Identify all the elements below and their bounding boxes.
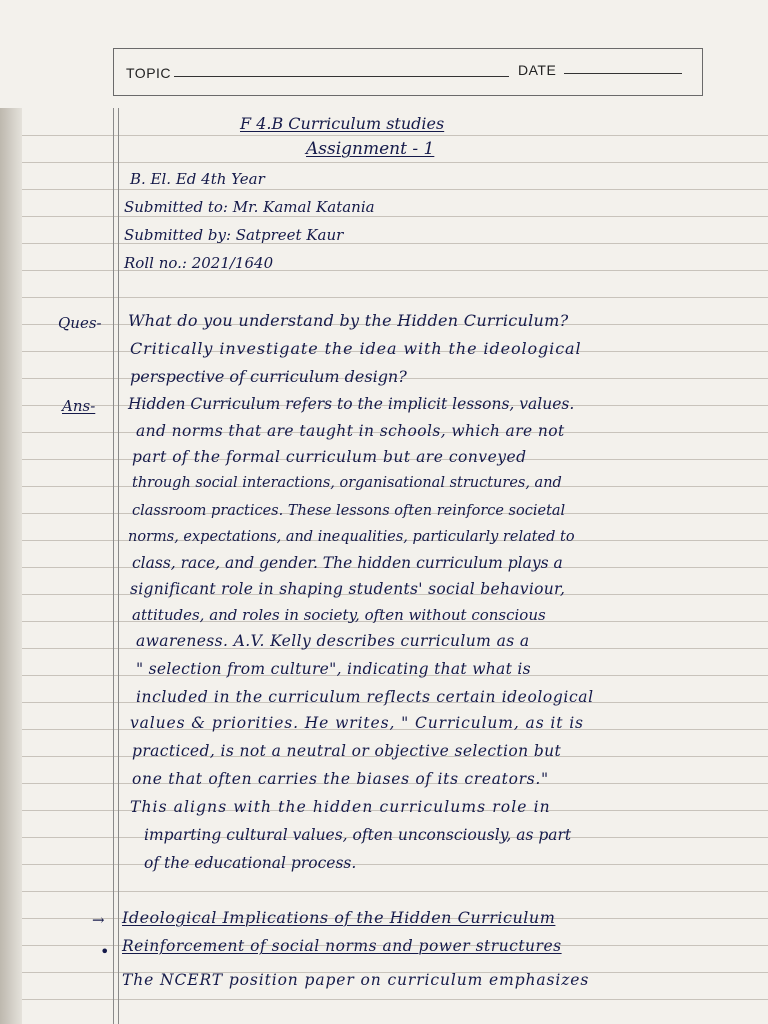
roll-no-line: Roll no.: 2021/1640 (124, 254, 274, 272)
answer-line-5: classroom practices. These lessons often reinforce societal (132, 503, 566, 519)
answer-line-12: included in the curriculum reflects certain ideological (136, 688, 594, 706)
date-line (564, 73, 682, 74)
last-line: The NCERT position paper on curriculum emphasizes (122, 971, 590, 989)
question-line-2: Critically investigate the idea with the ideological (130, 339, 582, 358)
answer-line-2: and norms that are taught in schools, which are not (136, 422, 565, 440)
submitted-to-line: Submitted to: Mr. Kamal Katania (124, 198, 375, 216)
date-label: DATE (518, 62, 557, 78)
answer-line-18: of the educational process. (144, 854, 357, 872)
answer-line-11: " selection from culture", indicating that what is (136, 660, 531, 678)
answer-line-15: one that often carries the biases of its creators." (132, 770, 549, 788)
topic-line (174, 76, 509, 77)
margin-line-inner (118, 108, 119, 1024)
answer-line-6: norms, expectations, and inequalities, particularly related to (128, 529, 575, 545)
answer-line-16: This aligns with the hidden curriculums role in (130, 798, 551, 816)
answer-line-1: Hidden Curriculum refers to the implicit lessons, values. (128, 395, 575, 413)
question-line-1: What do you understand by the Hidden Curriculum? (128, 311, 569, 330)
course-title: F 4.B Curriculum studies (240, 114, 445, 133)
answer-line-14: practiced, is not a neutral or objective selection but (132, 742, 562, 760)
answer-line-10: awareness. A.V. Kelly describes curriculum as a (136, 632, 530, 650)
answer-line-7: class, race, and gender. The hidden curriculum plays a (132, 554, 563, 572)
notebook-spine (0, 0, 22, 1024)
question-marker: Ques- (58, 314, 102, 332)
answer-line-13: values & priorities. He writes, " Curriculum, as it is (130, 714, 584, 732)
answer-line-8: significant role in shaping students' social behaviour, (130, 580, 566, 598)
answer-line-9: attitudes, and roles in society, often without conscious (132, 606, 546, 624)
section-arrow: → (92, 911, 105, 929)
answer-line-4: through social interactions, organisational structures, and (132, 475, 562, 491)
answer-line-17: imparting cultural values, often unconsciously, as part (144, 826, 572, 844)
submitted-by-line: Submitted by: Satpreet Kaur (124, 226, 344, 244)
margin-line-outer (113, 108, 114, 1024)
bullet-text: Reinforcement of social norms and power structures (122, 937, 562, 955)
assignment-title: Assignment - 1 (306, 139, 435, 159)
question-line-3: perspective of curriculum design? (130, 367, 407, 386)
year-line: B. El. Ed 4th Year (130, 170, 265, 188)
section-bullet: • (100, 942, 110, 961)
answer-line-3: part of the formal curriculum but are conveyed (132, 448, 527, 466)
topic-date-box (113, 48, 703, 96)
answer-marker: Ans- (62, 397, 96, 415)
section-heading: Ideological Implications of the Hidden Curriculum (122, 908, 556, 927)
topic-label: TOPIC (126, 65, 172, 81)
